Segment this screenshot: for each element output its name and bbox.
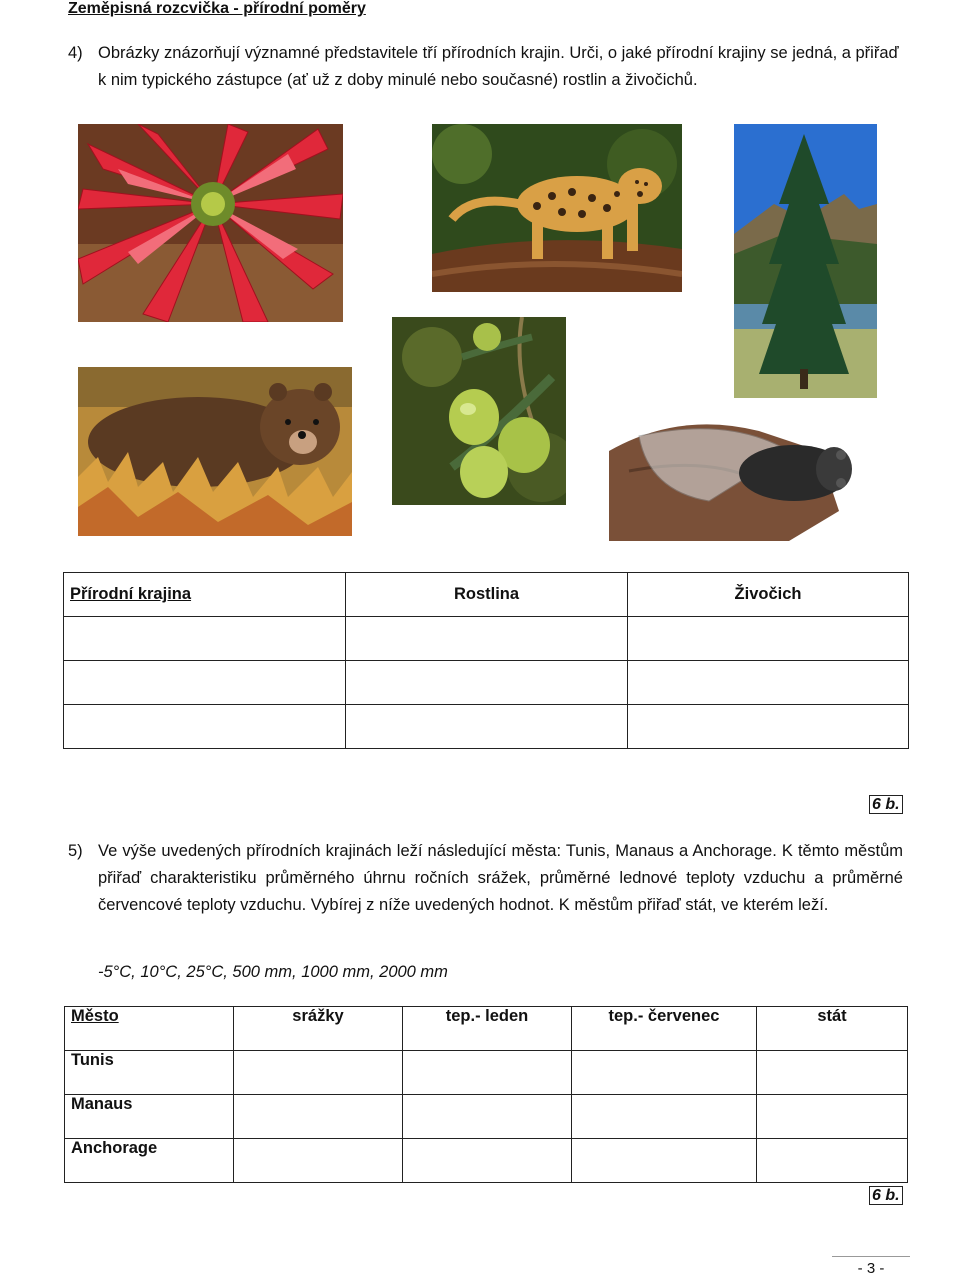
answer-cell[interactable]	[64, 705, 346, 749]
city-name: Anchorage	[65, 1139, 234, 1183]
answer-cell[interactable]	[64, 617, 346, 661]
olives-photo	[392, 317, 566, 505]
answer-cell[interactable]	[346, 661, 628, 705]
answer-cell[interactable]	[757, 1139, 908, 1183]
answer-cell[interactable]	[403, 1095, 572, 1139]
table-row	[64, 661, 909, 705]
answer-cell[interactable]	[572, 1095, 757, 1139]
table-row	[64, 617, 909, 661]
column-header: tep.- červenec	[572, 1007, 757, 1051]
bromeliad-photo	[78, 124, 343, 322]
task-4-points-wrap	[869, 795, 903, 815]
table-row	[65, 1095, 908, 1139]
answer-cell[interactable]	[64, 661, 346, 705]
answer-cell[interactable]	[628, 705, 909, 749]
column-header: Přírodní krajina	[64, 573, 346, 617]
value-options: -5°C, 10°C, 25°C, 500 mm, 1000 mm, 2000 mm	[98, 963, 448, 981]
column-header: Živočich	[628, 573, 909, 617]
column-header: tep.- leden	[403, 1007, 572, 1051]
table-row	[64, 705, 909, 749]
answer-cell[interactable]	[234, 1139, 403, 1183]
answer-cell[interactable]	[628, 617, 909, 661]
answer-cell[interactable]	[572, 1139, 757, 1183]
column-header: Město	[65, 1007, 234, 1051]
answer-cell[interactable]	[628, 661, 909, 705]
bear-photo	[78, 367, 352, 536]
column-header: stát	[757, 1007, 908, 1051]
answer-cell[interactable]	[403, 1051, 572, 1095]
city-name: Manaus	[65, 1095, 234, 1139]
column-header: Rostlina	[346, 573, 628, 617]
column-header: srážky	[234, 1007, 403, 1051]
task-4-points: 6 b.	[869, 795, 903, 814]
city-name: Tunis	[65, 1051, 234, 1095]
task-4-text: Obrázky znázorňují významné představitele tří přírodních krajin. Urči, o jaké přírodní krajiny se jedná, a přiřaď k nim typického zástupce (ať už z doby minulé nebo současné) rostlin a živočichů.	[98, 44, 899, 89]
jaguar-photo	[432, 124, 682, 292]
task-4-number: 4)	[68, 44, 83, 62]
table-header-row	[64, 573, 909, 617]
answer-cell[interactable]	[757, 1051, 908, 1095]
task-5-points: 6 b.	[869, 1186, 903, 1205]
page-heading: Zeměpisná rozcvička - přírodní poměry	[68, 0, 366, 17]
answer-cell[interactable]	[757, 1095, 908, 1139]
task-5-text: Ve výše uvedených přírodních krajinách leží následující města: Tunis, Manaus a Anchorage. K těmto městům přiřaď charakteristiku průměrného úhrnu ročních srážek, průměrné lednové teploty vzduchu a průměrné červencové teploty vzduchu. Vybírej z níže uvedených hodnot. K městům přiřaď stát, ve kterém leží.	[98, 842, 903, 914]
table-header-row	[65, 1007, 908, 1051]
answer-cell[interactable]	[346, 705, 628, 749]
cicada-photo	[609, 411, 875, 541]
table-row	[65, 1051, 908, 1095]
page-number: - 3 -	[832, 1256, 910, 1277]
answer-cell[interactable]	[346, 617, 628, 661]
answer-cell[interactable]	[403, 1139, 572, 1183]
answer-cell[interactable]	[572, 1051, 757, 1095]
landscape-table	[63, 572, 909, 749]
table-row	[65, 1139, 908, 1183]
task-5-number: 5)	[68, 842, 83, 860]
answer-cell[interactable]	[234, 1095, 403, 1139]
task-5-points-wrap	[869, 1186, 903, 1206]
spruce-photo	[734, 124, 877, 398]
city-table	[64, 1006, 908, 1183]
answer-cell[interactable]	[234, 1051, 403, 1095]
